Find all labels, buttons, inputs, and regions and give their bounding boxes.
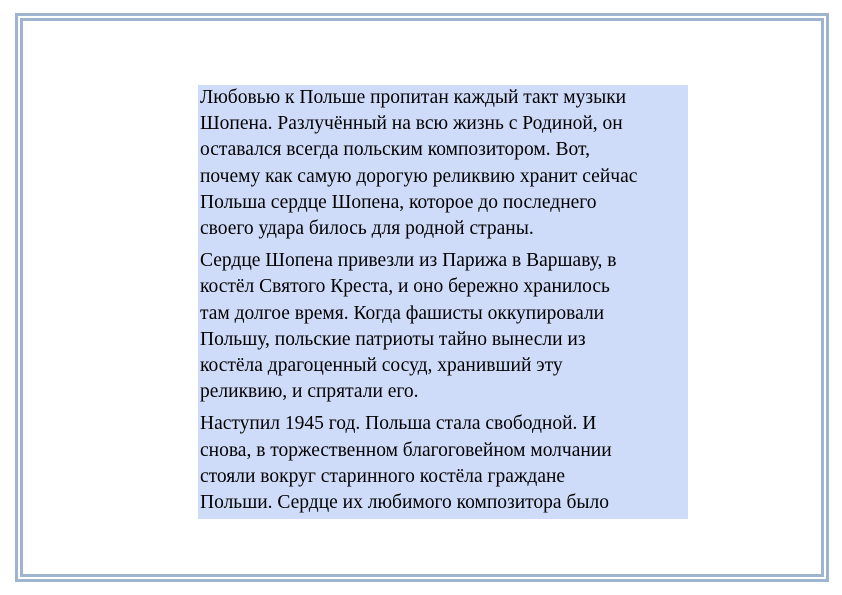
paragraph-3 [200,411,688,516]
paragraph-1 [200,85,688,242]
text-box [198,85,688,519]
text-line: своего удара билось для родной страны. [200,218,534,240]
text-line: там долгое время. Когда фашисты оккупировали [200,302,605,324]
text-line: Польши. Сердце их любимого композитора было [200,492,609,514]
paragraph-2 [200,248,688,405]
text-line: оставался всегда польским композитором. Вот, [200,139,590,161]
text-line: костёл Святого Креста, и оно бережно хранилось [200,276,610,298]
text-line: снова, в торжественном благоговейном молчании [200,439,612,461]
text-line: Наступил 1945 год. Польша стала свободной. И [200,413,597,435]
text-line: Сердце Шопена привезли из Парижа в Варшаву, в [200,250,617,272]
text-line: Польша сердце Шопена, которое до последнего [200,191,597,213]
text-line: Любовью к Польше пропитан каждый такт музыки [200,87,627,108]
text-line: костёла драгоценный сосуд, хранивший эту [200,355,563,377]
text-line: реликвию, и спрятали его. [200,381,419,403]
text-line: стояли вокруг старинного костёла граждане [200,465,566,487]
text-line: почему как самую дорогую реликвию хранит сейчас [200,165,638,187]
text-line: Шопена. Разлучённый на всю жизнь с Родиной, он [200,113,623,135]
text-line: Польшу, польские патриоты тайно вынесли из [200,328,586,350]
